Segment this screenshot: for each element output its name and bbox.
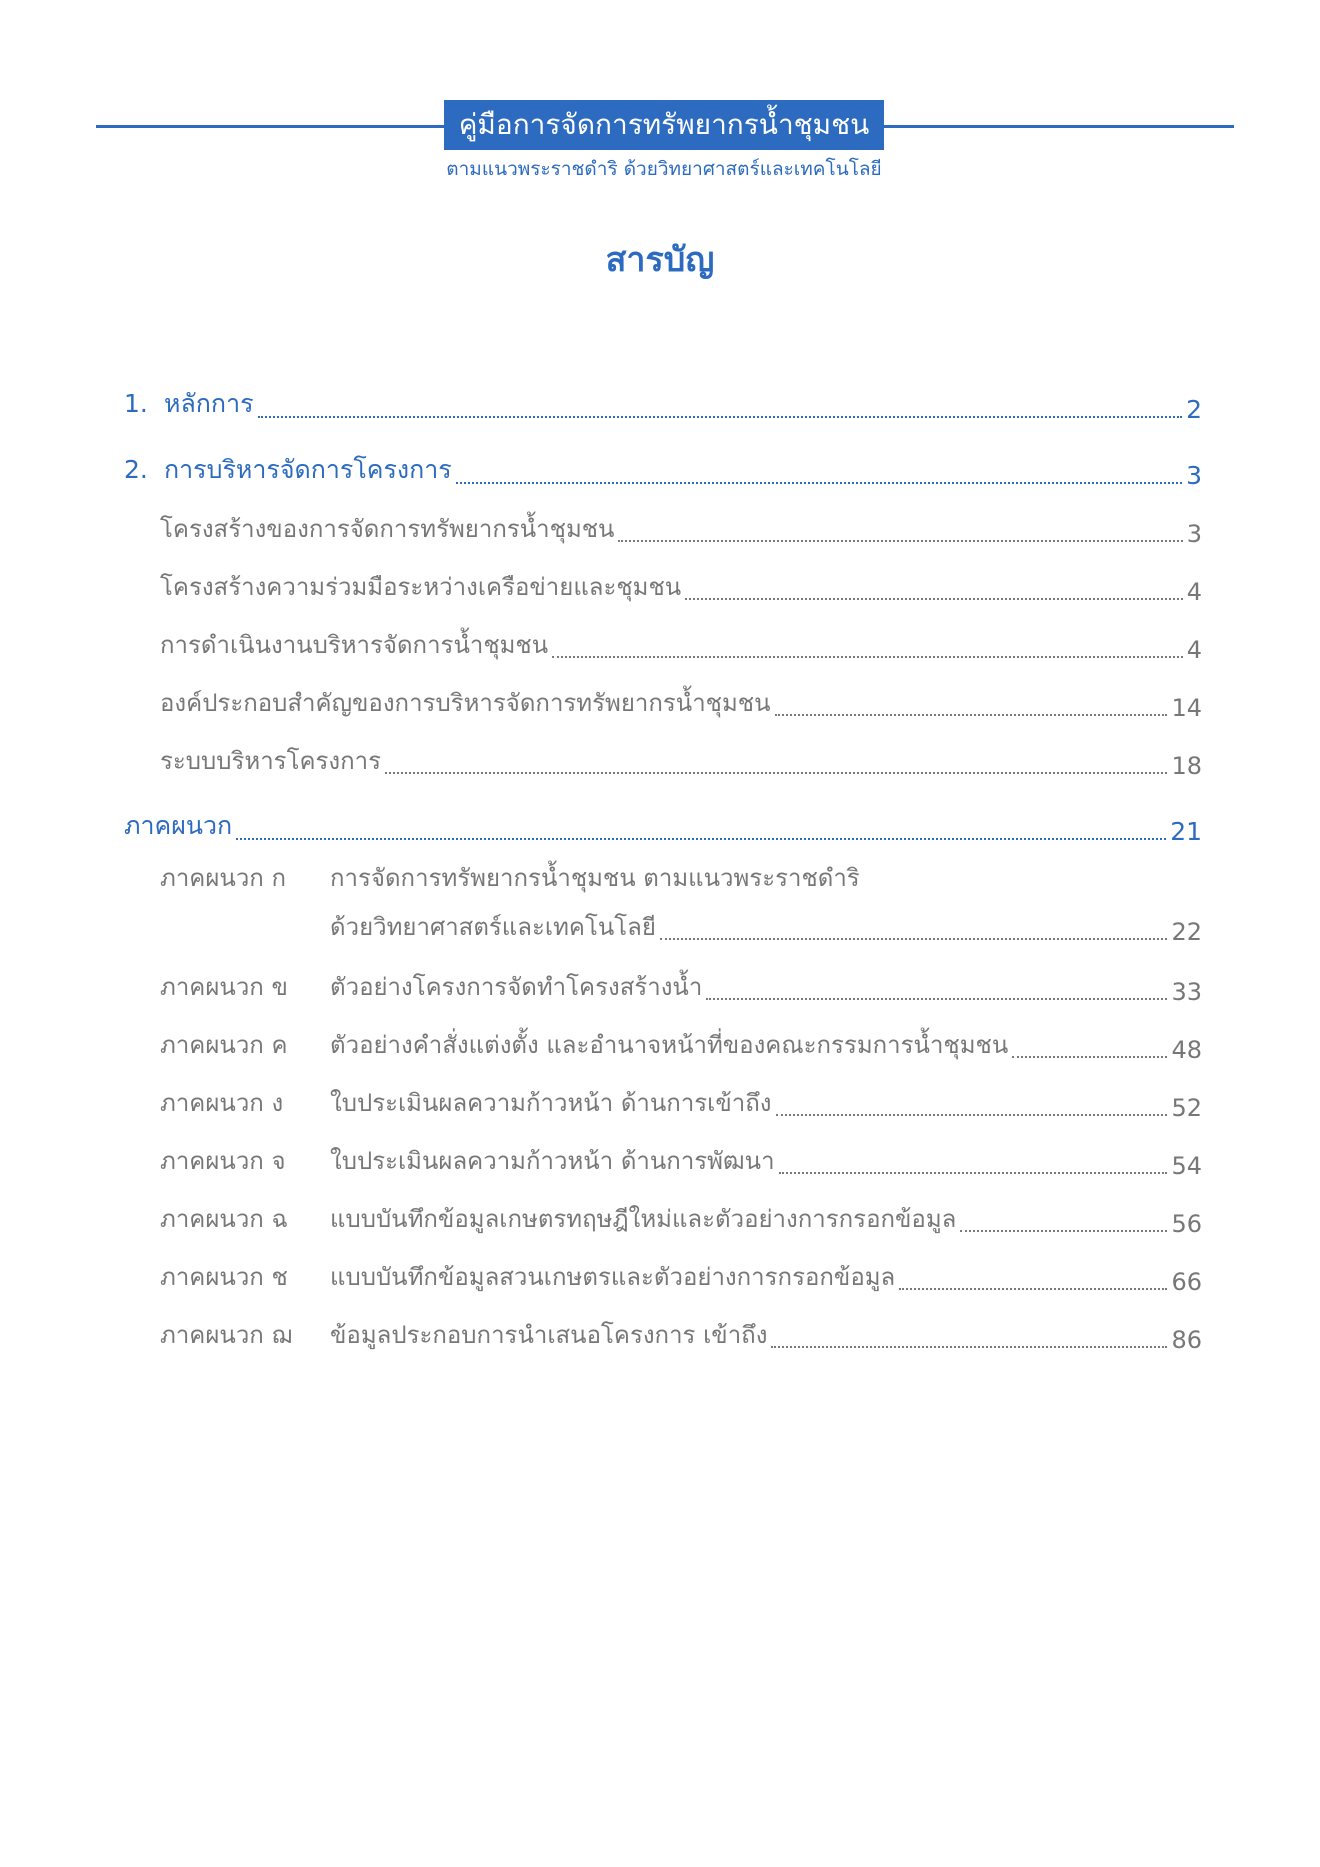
toc-entry-label: [160, 1141, 775, 1180]
dot-leader: [899, 1288, 1167, 1290]
dot-leader: [1012, 1056, 1167, 1058]
toc-entry-page: 22: [1171, 918, 1202, 946]
toc-entry-title: ใบประเมินผลความก้าวหน้า ด้านการเข้าถึง: [330, 1089, 772, 1117]
dot-leader: [771, 1346, 1167, 1348]
toc-entry-page: 33: [1171, 978, 1202, 1006]
toc-entry-page: 66: [1171, 1268, 1202, 1296]
toc-appendix-prefix: ภาคผนวก ฌ: [160, 1321, 292, 1349]
toc-entry-title: โครงสร้างของการจัดการทรัพยากรน้ำชุมชน: [160, 515, 615, 543]
toc-entry-page: 2: [1186, 395, 1202, 424]
toc-entry-title: การบริหารจัดการโครงการ: [164, 455, 452, 484]
toc-entry-title: แบบบันทึกข้อมูลเกษตรทฤษฎีใหม่และตัวอย่างการกรอกข้อมูล: [330, 1205, 957, 1233]
toc-appendix-prefix: ภาคผนวก ก: [160, 864, 286, 892]
dot-leader: [776, 1114, 1168, 1116]
toc-appendix-prefix: ภาคผนวก ช: [160, 1263, 288, 1291]
toc-entry-title: การจัดการทรัพยากรน้ำชุมชน ตามแนวพระราชดำริ: [330, 864, 860, 892]
toc-entry-page: 86: [1171, 1326, 1202, 1354]
toc-entry-page: 48: [1171, 1036, 1202, 1064]
toc-entry-line: [160, 907, 1202, 946]
toc-entry-label: [124, 450, 452, 490]
toc-entry-page: 3: [1186, 520, 1202, 548]
toc-entry-title: แบบบันทึกข้อมูลสวนเกษตรและตัวอย่างการกรอกข้อมูล: [330, 1263, 896, 1291]
toc-appendix-entry[interactable]: [124, 858, 1202, 960]
toc-entry-title: ข้อมูลประกอบการนำเสนอโครงการ เข้าถึง: [330, 1321, 768, 1349]
dot-leader: [685, 598, 1183, 600]
dot-leader: [258, 416, 1183, 418]
toc-appendix-prefix: ภาคผนวก ค: [160, 1031, 288, 1059]
toc-appendix-prefix: ภาคผนวก ง: [160, 1089, 284, 1117]
dot-leader: [660, 938, 1168, 940]
toc-appendix-entry[interactable]: [124, 1250, 1202, 1308]
toc-appendix-entry[interactable]: [124, 1076, 1202, 1134]
dot-leader: [552, 656, 1183, 658]
toc-entry-page: 4: [1186, 578, 1202, 606]
toc-entry-appendix[interactable]: [124, 792, 1202, 858]
toc-entry-page: 54: [1171, 1152, 1202, 1180]
toc-entry-title: หลักการ: [164, 389, 254, 418]
toc-entry-page: 21: [1170, 817, 1202, 846]
toc-appendix-entry[interactable]: [124, 960, 1202, 1018]
toc-entry-label: [160, 967, 702, 1006]
dot-leader: [779, 1172, 1168, 1174]
toc-subentry[interactable]: [124, 618, 1202, 676]
toc-entry-project-management[interactable]: [124, 436, 1202, 502]
toc-appendix-entry[interactable]: [124, 1308, 1202, 1366]
toc-entry-label: [160, 1315, 767, 1354]
toc-subentry[interactable]: [124, 734, 1202, 792]
header-title: คู่มือการจัดการทรัพยากรน้ำชุมชน: [444, 100, 884, 150]
toc-appendix-entry[interactable]: [124, 1192, 1202, 1250]
toc-entry-page: 4: [1186, 636, 1202, 664]
toc-entry-title: ภาคผนวก: [124, 811, 233, 840]
toc-entry-number: 2.: [124, 455, 148, 484]
dot-leader: [236, 838, 1166, 840]
toc-subentry[interactable]: [124, 560, 1202, 618]
toc-entry-title: ตัวอย่างคำสั่งแต่งตั้ง และอำนาจหน้าที่ของคณะกรรมการน้ำชุมชน: [330, 1031, 1009, 1059]
toc-entry-page: 52: [1171, 1094, 1202, 1122]
toc-entry-number: 1.: [124, 389, 148, 418]
header-subtitle: ตามแนวพระราชดำริ ด้วยวิทยาศาสตร์และเทคโนโลยี: [446, 158, 882, 180]
toc-entry-title: โครงสร้างความร่วมมือระหว่างเครือข่ายและชุมชน: [160, 573, 682, 601]
toc-entry-label: [160, 1083, 772, 1122]
toc-entry-label: [124, 384, 254, 424]
toc-entry-line: [160, 858, 1202, 907]
toc-appendix-prefix: ภาคผนวก จ: [160, 1147, 286, 1175]
toc-entry-title: ตัวอย่างโครงการจัดทำโครงสร้างน้ำ: [330, 973, 703, 1001]
page-title: สารบัญ: [605, 240, 715, 280]
toc-entry-page: 56: [1171, 1210, 1202, 1238]
toc-entry-title: องค์ประกอบสำคัญของการบริหารจัดการทรัพยากรน้ำชุมชน: [160, 689, 771, 717]
toc-entry-title: ใบประเมินผลความก้าวหน้า ด้านการพัฒนา: [330, 1147, 775, 1175]
document-header: [96, 100, 1234, 180]
toc-entry-page: 14: [1171, 694, 1202, 722]
dot-leader: [706, 998, 1167, 1000]
dot-leader: [385, 772, 1167, 774]
toc-entry-label: [160, 1257, 895, 1296]
toc-entry-principles[interactable]: [124, 370, 1202, 436]
toc-entry-title: การดำเนินงานบริหารจัดการน้ำชุมชน: [160, 631, 549, 659]
dot-leader: [775, 714, 1168, 716]
dot-leader: [618, 540, 1182, 542]
toc-entry-label: [160, 1199, 956, 1238]
dot-leader: [456, 482, 1182, 484]
table-of-contents: [124, 370, 1202, 1366]
toc-entry-title-continued: ด้วยวิทยาศาสตร์และเทคโนโลยี: [330, 913, 656, 941]
toc-appendix-prefix: ภาคผนวก ฉ: [160, 1205, 288, 1233]
toc-appendix-entry[interactable]: [124, 1134, 1202, 1192]
toc-entry-page: 3: [1186, 461, 1202, 490]
toc-entry-title: ระบบบริหารโครงการ: [160, 747, 382, 775]
dot-leader: [960, 1230, 1167, 1232]
toc-appendix-entry[interactable]: [124, 1018, 1202, 1076]
toc-subentry[interactable]: [124, 676, 1202, 734]
toc-appendix-prefix: ภาคผนวก ข: [160, 973, 288, 1001]
toc-entry-label: [160, 1025, 1008, 1064]
toc-entry-page: 18: [1171, 752, 1202, 780]
toc-subentry[interactable]: [124, 502, 1202, 560]
